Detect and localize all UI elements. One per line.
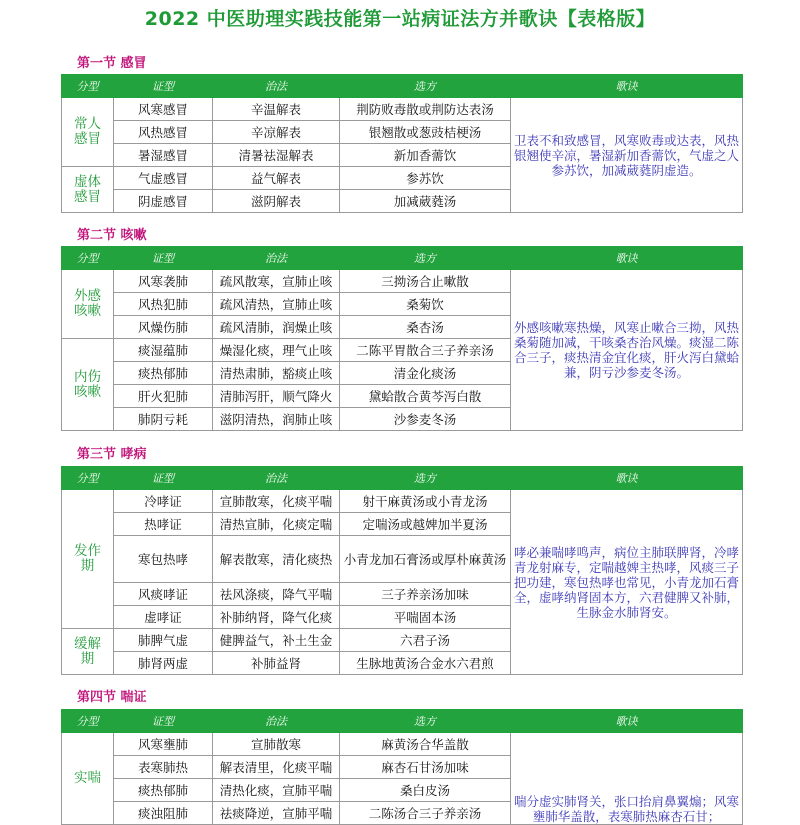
table-header-row bbox=[62, 710, 743, 733]
header-method: 治法 bbox=[213, 247, 340, 270]
table-row bbox=[62, 490, 743, 513]
cell-formula: 荆防败毒散或荆防达表汤 bbox=[340, 98, 511, 121]
cell-method: 宣肺散寒，化痰平喘 bbox=[213, 490, 340, 513]
cell-method: 清暑祛湿解表 bbox=[213, 144, 340, 167]
header-type: 分型 bbox=[62, 467, 114, 490]
cell-syndrome: 痰浊阻肺 bbox=[114, 802, 213, 825]
cell-syndrome: 痰热郁肺 bbox=[114, 779, 213, 802]
cell-formula: 麻杏石甘汤加味 bbox=[340, 756, 511, 779]
verse-cell: 哮必兼喘哮鸣声，病位主肺联脾肾，冷哮青龙射麻专，定喘越婢主热哮，风痰三子把功建，寒包热哮也常见，小青龙加石膏全，虚哮纳肾固本方，六君健脾又补肺，生脉金水肺肾安。 bbox=[511, 490, 743, 675]
cell-method: 健脾益气，补土生金 bbox=[213, 629, 340, 652]
verse-cell: 外感咳嗽寒热燥，风寒止嗽合三拗，风热桑菊随加减，干咳桑杏治风燥。痰湿二陈合三子，痰热清金宜化痰，肝火泻白黛蛤兼，阴亏沙参麦冬汤。 bbox=[511, 270, 743, 431]
cell-formula: 新加香薷饮 bbox=[340, 144, 511, 167]
cell-syndrome: 痰湿蕴肺 bbox=[114, 339, 213, 362]
cell-method: 疏风清肺，润燥止咳 bbox=[213, 316, 340, 339]
cell-method: 补肺益肾 bbox=[213, 652, 340, 675]
cell-syndrome: 虚哮证 bbox=[114, 606, 213, 629]
cell-syndrome: 风寒感冒 bbox=[114, 98, 213, 121]
cell-formula: 二陈平胃散合三子养亲汤 bbox=[340, 339, 511, 362]
cell-syndrome: 肺脾气虚 bbox=[114, 629, 213, 652]
header-formula: 选方 bbox=[340, 75, 511, 98]
verse-cell: 喘分虚实肺肾关，张口抬肩鼻翼煽；风寒壅肺华盖散，表寒肺热麻杏石甘； bbox=[511, 733, 743, 825]
cell-formula: 加减葳蕤汤 bbox=[340, 190, 511, 213]
cell-method: 滋阴清热，润肺止咳 bbox=[213, 408, 340, 431]
cell-syndrome: 肺阴亏耗 bbox=[114, 408, 213, 431]
section-heading: 第三节 哮病 bbox=[77, 447, 147, 462]
cell-formula: 桑杏汤 bbox=[340, 316, 511, 339]
table-header-row bbox=[62, 75, 743, 98]
cell-method: 祛风涤痰，降气平喘 bbox=[213, 583, 340, 606]
cell-method: 宣肺散寒 bbox=[213, 733, 340, 756]
section-table-chuanzheng bbox=[61, 709, 743, 825]
header-verse: 歌诀 bbox=[511, 75, 743, 98]
section-table-kesou bbox=[61, 246, 743, 431]
cell-formula: 定喘汤或越婢加半夏汤 bbox=[340, 513, 511, 536]
cell-method: 疏风清热，宣肺止咳 bbox=[213, 293, 340, 316]
cell-syndrome: 暑湿感冒 bbox=[114, 144, 213, 167]
cell-method: 清热化痰，宣肺平喘 bbox=[213, 779, 340, 802]
header-method: 治法 bbox=[213, 467, 340, 490]
section-table-ganmao bbox=[61, 74, 743, 213]
group-label: 内伤咳嗽 bbox=[62, 339, 114, 431]
table-row bbox=[62, 733, 743, 756]
section-heading: 第一节 感冒 bbox=[77, 56, 147, 71]
table-row bbox=[62, 98, 743, 121]
cell-formula: 麻黄汤合华盖散 bbox=[340, 733, 511, 756]
cell-method: 滋阴解表 bbox=[213, 190, 340, 213]
cell-method: 补肺纳肾，降气化痰 bbox=[213, 606, 340, 629]
header-formula: 选方 bbox=[340, 710, 511, 733]
header-verse: 歌诀 bbox=[511, 467, 743, 490]
header-method: 治法 bbox=[213, 710, 340, 733]
group-label: 虚体感冒 bbox=[62, 167, 114, 213]
cell-method: 疏风散寒，宣肺止咳 bbox=[213, 270, 340, 293]
cell-syndrome: 表寒肺热 bbox=[114, 756, 213, 779]
cell-syndrome: 风寒袭肺 bbox=[114, 270, 213, 293]
cell-syndrome: 肺肾两虚 bbox=[114, 652, 213, 675]
cell-method: 辛凉解表 bbox=[213, 121, 340, 144]
header-type: 分型 bbox=[62, 75, 114, 98]
section-heading: 第四节 喘证 bbox=[77, 690, 147, 705]
cell-method: 辛温解表 bbox=[213, 98, 340, 121]
cell-formula: 黛蛤散合黄芩泻白散 bbox=[340, 385, 511, 408]
cell-method: 清肺泻肝，顺气降火 bbox=[213, 385, 340, 408]
cell-method: 解表清里，化痰平喘 bbox=[213, 756, 340, 779]
cell-syndrome: 冷哮证 bbox=[114, 490, 213, 513]
cell-formula: 三拗汤合止嗽散 bbox=[340, 270, 511, 293]
cell-formula: 桑白皮汤 bbox=[340, 779, 511, 802]
cell-formula: 小青龙加石膏汤或厚朴麻黄汤 bbox=[340, 536, 511, 583]
cell-formula: 二陈汤合三子养亲汤 bbox=[340, 802, 511, 825]
group-label: 常人感冒 bbox=[62, 98, 114, 167]
header-formula: 选方 bbox=[340, 467, 511, 490]
header-verse: 歌诀 bbox=[511, 247, 743, 270]
cell-syndrome: 风热犯肺 bbox=[114, 293, 213, 316]
section-heading: 第二节 咳嗽 bbox=[77, 228, 147, 243]
verse-cell: 卫表不和致感冒，风寒败毒或达表，风热银翘使辛凉，暑湿新加香薷饮，气虚之人参苏饮，加减葳蕤阴虚造。 bbox=[511, 98, 743, 213]
cell-syndrome: 气虚感冒 bbox=[114, 167, 213, 190]
header-syndrome: 证型 bbox=[114, 467, 213, 490]
group-label: 发作期 bbox=[62, 490, 114, 629]
cell-method: 益气解表 bbox=[213, 167, 340, 190]
group-label: 实喘 bbox=[62, 733, 114, 825]
cell-formula: 参苏饮 bbox=[340, 167, 511, 190]
cell-formula: 六君子汤 bbox=[340, 629, 511, 652]
cell-formula: 射干麻黄汤或小青龙汤 bbox=[340, 490, 511, 513]
cell-formula: 沙参麦冬汤 bbox=[340, 408, 511, 431]
cell-syndrome: 风痰哮证 bbox=[114, 583, 213, 606]
header-syndrome: 证型 bbox=[114, 247, 213, 270]
cell-method: 燥湿化痰，理气止咳 bbox=[213, 339, 340, 362]
header-formula: 选方 bbox=[340, 247, 511, 270]
header-method: 治法 bbox=[213, 75, 340, 98]
cell-formula: 银翘散或葱豉桔梗汤 bbox=[340, 121, 511, 144]
header-type: 分型 bbox=[62, 247, 114, 270]
table-header-row bbox=[62, 247, 743, 270]
header-syndrome: 证型 bbox=[114, 710, 213, 733]
cell-syndrome: 风热感冒 bbox=[114, 121, 213, 144]
table-header-row bbox=[62, 467, 743, 490]
cell-formula: 生脉地黄汤合金水六君煎 bbox=[340, 652, 511, 675]
cell-syndrome: 热哮证 bbox=[114, 513, 213, 536]
header-verse: 歌诀 bbox=[511, 710, 743, 733]
header-type: 分型 bbox=[62, 710, 114, 733]
group-label: 外感咳嗽 bbox=[62, 270, 114, 339]
cell-formula: 三子养亲汤加味 bbox=[340, 583, 511, 606]
cell-syndrome: 寒包热哮 bbox=[114, 536, 213, 583]
section-table-xiaobing bbox=[61, 466, 743, 675]
cell-formula: 清金化痰汤 bbox=[340, 362, 511, 385]
cell-formula: 平喘固本汤 bbox=[340, 606, 511, 629]
group-label: 缓解期 bbox=[62, 629, 114, 675]
cell-method: 清热宣肺，化痰定喘 bbox=[213, 513, 340, 536]
cell-method: 祛痰降逆，宣肺平喘 bbox=[213, 802, 340, 825]
cell-syndrome: 痰热郁肺 bbox=[114, 362, 213, 385]
cell-method: 解表散寒，清化痰热 bbox=[213, 536, 340, 583]
header-syndrome: 证型 bbox=[114, 75, 213, 98]
cell-syndrome: 阴虚感冒 bbox=[114, 190, 213, 213]
cell-syndrome: 风寒壅肺 bbox=[114, 733, 213, 756]
cell-method: 清热肃肺，豁痰止咳 bbox=[213, 362, 340, 385]
table-row bbox=[62, 270, 743, 293]
page-title: 2022 中医助理实践技能第一站病证法方并歌诀【表格版】 bbox=[144, 8, 656, 30]
cell-syndrome: 肝火犯肺 bbox=[114, 385, 213, 408]
cell-syndrome: 风燥伤肺 bbox=[114, 316, 213, 339]
cell-formula: 桑菊饮 bbox=[340, 293, 511, 316]
